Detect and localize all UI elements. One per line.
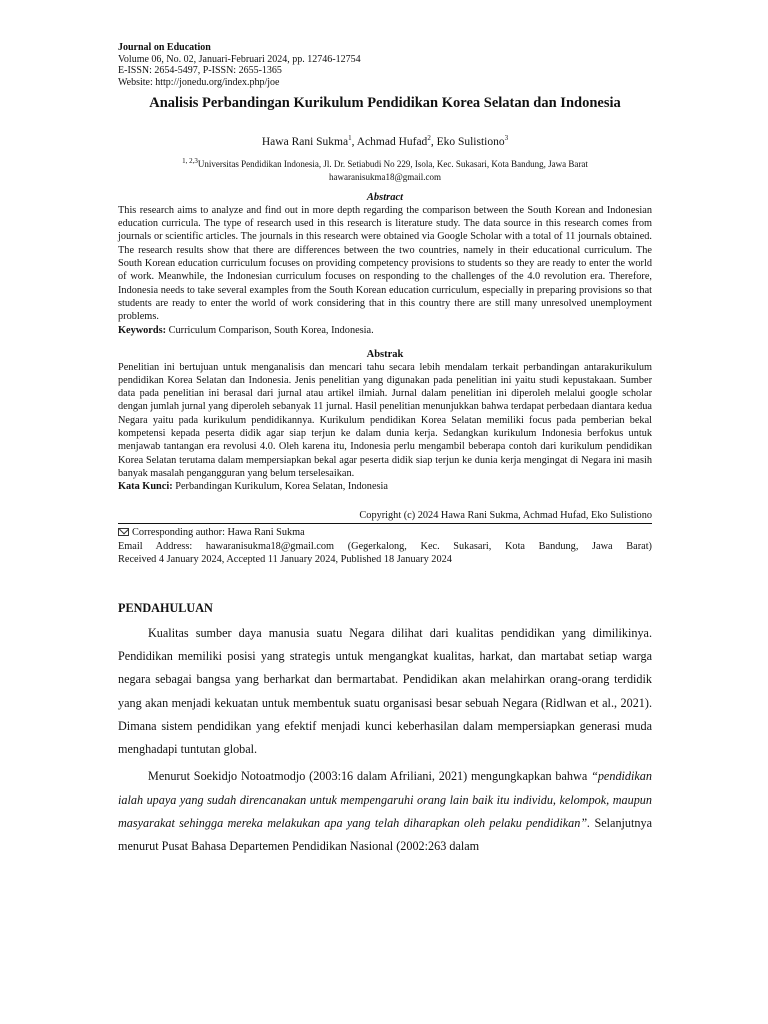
journal-volume: Volume 06, No. 02, Januari-Februari 2024, pp. 12746-12754 [118,53,361,65]
journal-issn: E-ISSN: 2654-5497, P-ISSN: 2655-1365 [118,65,282,76]
quotation: “pendidikan ialah upaya yang sudah direncanakan untuk mempengaruhi orang lain baik itu individu, kelompok, maupun masyarakat sehingga mereka melakukan apa yang telah diharapkan oleh pelaku pendidikan”. [118,769,652,831]
author-separator: , [430,135,437,148]
author-name: Hawa Rani Sukma [261,135,349,148]
keywords: Curriculum Comparison, South Korea, Indonesia. [168,324,374,336]
email-address: Email Address: hawaranisukma18@gmail.com (Gegerkalong, Kec. Sukasari, Kota Bandung, Jawa Barat) [118,540,652,552]
paper-title: Analisis Perbandingan Kurikulum Pendidikan Korea Selatan dan Indonesia [149,95,621,111]
correspondence-block [118,526,652,567]
journal-title: Journal on Education [118,42,211,53]
author-separator: , [351,135,357,148]
received-dates: Received 4 January 2024, Accepted 11 January 2024, Published 18 January 2024 [118,554,452,566]
affiliation-block [118,155,652,184]
kata-kunci-label: Kata Kunci: [118,481,173,493]
author-email: hawaranisukma18@gmail.com [328,171,441,182]
paper-page [118,42,652,859]
keywords-label: Keywords: [118,324,167,336]
affiliation-sup: 1, 2,3 [182,156,198,165]
author-sup: 1 [348,134,352,142]
journal-header [118,42,652,88]
author-sup: 3 [504,134,509,142]
author-name: Eko Sulistiono [436,135,505,148]
section-heading: PENDAHULUAN [118,600,213,615]
copyright-line: Copyright (c) 2024 Hawa Rani Sukma, Achmad Hufad, Eko Sulistiono [118,509,652,524]
kata-kunci: Perbandingan Kurikulum, Korea Selatan, Indonesia [175,481,388,493]
corresponding-author: Corresponding author: Hawa Rani Sukma [132,527,305,539]
paragraph-intro: Menurut Soekidjo Notoatmodjo (2003:16 dalam Afriliani, 2021) mengungkapkan bahwa [148,769,592,784]
abstract-text: This research aims to analyze and find out in more depth regarding the comparison between the South Korean and Indonesian education curricula. The type of research used in this research is literature study. The data source in this research comes from journals or scientific articles. The journals in this research were obtained via Google Scholar with a total of 11 journals obtained. The research results show that there are differences between the two countries, namely in their educational curriculum. The South Korean education curriculum focuses on providing competency provisions to students so they are ready to enter the world of work. Meanwhile, the Indonesian curriculum focuses on responding to the challenges of the 4.0 revolution era. Therefore, Indonesia needs to take several examples from the South Korean education curriculum, especially in preparing provisions so that students are ready to enter the world of work considering that in this country there are still many unresolved unemployment problems. [118,204,652,323]
author-sup: 2 [427,134,431,142]
journal-website: Website: http://jonedu.org/index.php/joe [118,76,280,88]
envelope-icon [118,528,129,536]
body-paragraph [118,765,652,858]
body-paragraph: Kualitas sumber daya manusia suatu Negara dilihat dari kualitas pendidikan yang dimilikinya. Pendidikan memiliki posisi yang strategis untuk mengangkat kualitas, harkat, dan martabat setiap warga negara sebagai bangsa yang berharkat dan bermartabat. Pendidikan akan melahirkan orang-orang terdidik yang akan menjadi kekuatan untuk membentuk suatu organisasi besar sebuah Negara (Ridlwan et al., 2021). Dimana sistem pendidikan yang efektif menjadi kunci keberhasilan dalam mempersiapkan generasi muda menghadapi tuntutan global. [118,625,652,757]
affiliation: Universitas Pendidikan Indonesia, Jl. Dr. Setiabudi No 229, Isola, Kec. Sukasari, Kota Bandung, Jawa Barat [197,158,588,169]
abstract-heading: Abstract [366,191,404,203]
author-list [118,131,652,149]
abstrak-text: Penelitian ini bertujuan untuk menganalisis dan mencari tahu secara lebih mendalam terkait perbandingan antarakurikulum pendidikan Korea Selatan dan Indonesia. Jenis penelitian yang digunakan pada penelitian ini yaitu studi kepustakaan. Sumber data pada penelitian ini berasal dari jurnal atau artikel ilmiah. Jurnal dalam penelitian ini diperoleh melalui google scholar dengan jumlah jurnal yang diperoleh sebanyak 11 jurnal. Hasil penelitian menunjukkan bahwa terdapat perbedaan diantara kedua Negara yaitu pada kurikulum pendidikannya. Kurikulum pendidikan Korea Selatan memiliki focus pada pemberian bekal kompetensi kepada peserta didik agar siap terjun ke dalam dunia kerja. Sedangkan kurikulum Indonesia berfokus untuk menjawab tantangan era revolusi 4.0. Oleh karena itu, Indonesia perlu mengambil beberapa contoh dari kurikulum pendidikan Korea Selatan terutama dalam mempersiapkan bekal agar peserta didik siap terjun ke dunia kerja mengingat di Negara ini masih banyak masalah pengangguran yang belum terselesaikan. [118,361,652,479]
abstrak-heading: Abstrak [366,348,404,360]
paragraph-continuation: Selanjutnya menurut Pusat Bahasa Departemen Pendidikan Nasional (2002:263 dalam [118,816,653,854]
keywords-line [118,324,652,337]
kata-kunci-line [118,480,652,493]
author-name: Achmad Hufad [356,135,428,148]
